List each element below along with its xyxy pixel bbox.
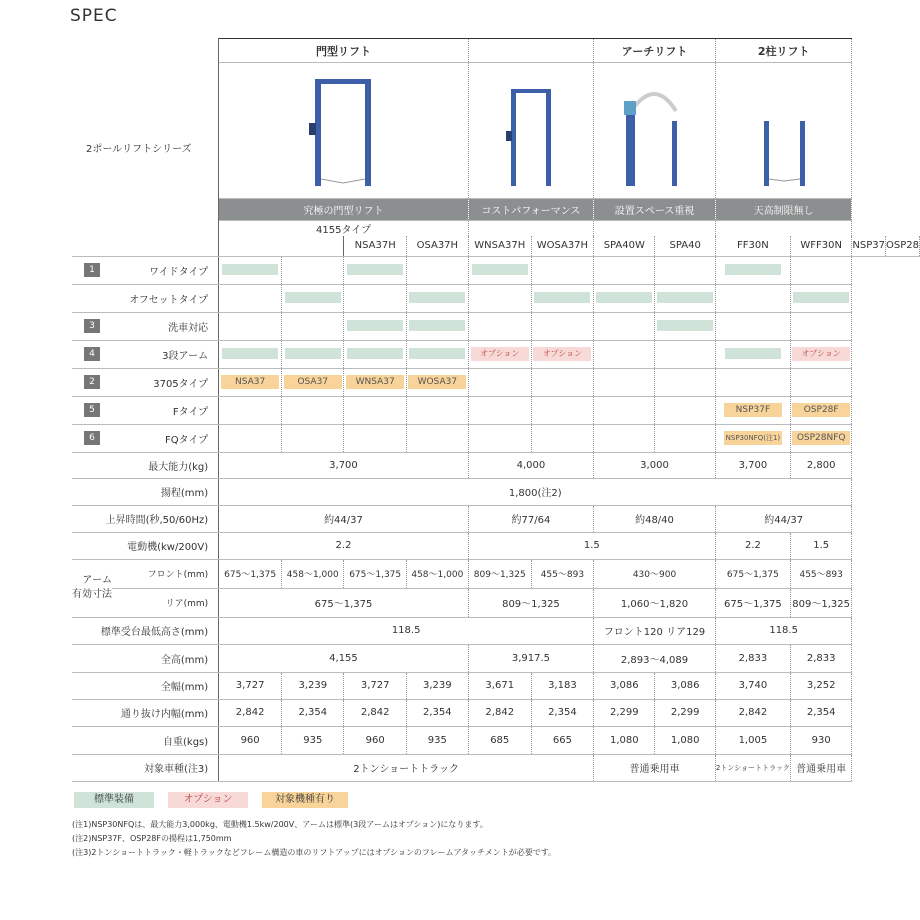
feature-number: 2 <box>84 375 100 389</box>
rear-label: リア(mm) <box>112 588 219 617</box>
front-value: 675～1,375 <box>219 559 282 588</box>
motor-value: 2.2 <box>219 532 469 559</box>
front-value: 455～893 <box>790 559 852 588</box>
feature-cell <box>531 312 593 340</box>
model-tag: OSA37 <box>284 375 342 389</box>
feature-cell <box>531 396 593 424</box>
feature-cell <box>715 368 790 396</box>
feature-cell <box>219 424 282 452</box>
inner-width-value: 2,842 <box>219 699 282 726</box>
standard-mark <box>222 264 278 275</box>
feature-cell <box>282 284 344 312</box>
feature-cell <box>715 340 790 368</box>
feature-cell <box>219 340 282 368</box>
inner-width-value: 2,299 <box>655 699 715 726</box>
feature-cell <box>790 256 852 284</box>
feature-cell <box>219 396 282 424</box>
gate-lift-icon <box>491 71 571 191</box>
band-3: 設置スペース重視 <box>594 199 716 221</box>
weight-value: 935 <box>406 726 468 754</box>
lift-height-label: 揚程(mm) <box>72 478 219 505</box>
total-height-label: 全高(mm) <box>72 644 219 672</box>
lift-time-label: 上昇時間(秒,50/60Hz) <box>72 505 219 532</box>
model-tag: WNSA37 <box>346 375 404 389</box>
feature-label: オフセットタイプ <box>112 284 219 312</box>
spec-table <box>72 38 920 782</box>
subtype-label: 4155タイプ <box>219 221 469 237</box>
feature-cell <box>282 256 344 284</box>
option-tag: オプション <box>471 347 529 361</box>
front-value: 430～900 <box>594 559 716 588</box>
inner-width-value: 2,354 <box>790 699 852 726</box>
total-height-value: 2,833 <box>790 644 852 672</box>
legend-standard: 標準装備 <box>74 792 154 808</box>
feature-cell <box>219 312 282 340</box>
group-two-post: 2柱リフト <box>715 39 852 63</box>
feature-cell <box>219 256 282 284</box>
lift-image-4 <box>715 63 852 199</box>
group-mongata: 門型リフト <box>219 39 469 63</box>
feature-number-cell <box>72 424 112 452</box>
total-height-value: 2,833 <box>715 644 790 672</box>
legend-has-model: 対象機種有り <box>262 792 348 808</box>
standard-mark <box>347 348 403 359</box>
feature-cell <box>655 340 715 368</box>
arm-label-1: アーム <box>82 575 112 586</box>
series-name: 2ポールリフトシリーズ <box>72 39 219 257</box>
model-name: WOSA37H <box>531 236 593 256</box>
standard-mark <box>347 320 403 331</box>
standard-mark <box>409 348 465 359</box>
lift-image-1 <box>219 63 469 199</box>
feature-label: 洗車対応 <box>112 312 219 340</box>
motor-label: 電動機(kw/200V) <box>72 532 219 559</box>
feature-number: 6 <box>84 431 100 445</box>
model-tag: OSP28F <box>792 403 850 417</box>
feature-cell <box>344 396 406 424</box>
total-width-label: 全幅(mm) <box>72 672 219 699</box>
feature-cell <box>655 368 715 396</box>
standard-mark <box>725 348 781 359</box>
feature-cell <box>406 368 468 396</box>
inner-width-value: 2,842 <box>468 699 531 726</box>
model-name: SPA40 <box>655 236 715 256</box>
inner-width-value: 2,842 <box>344 699 406 726</box>
inner-width-value: 2,354 <box>282 699 344 726</box>
feature-cell <box>344 340 406 368</box>
page-title: SPEC <box>70 6 118 26</box>
feature-number-cell <box>72 284 112 312</box>
total-width-value: 3,727 <box>344 672 406 699</box>
feature-cell <box>790 340 852 368</box>
total-height-value: 4,155 <box>219 644 469 672</box>
model-tag: WOSA37 <box>408 375 466 389</box>
weight-value: 960 <box>219 726 282 754</box>
feature-cell <box>531 340 593 368</box>
feature-cell <box>655 396 715 424</box>
feature-number-cell <box>72 340 112 368</box>
front-value: 675～1,375 <box>715 559 790 588</box>
feature-cell <box>655 312 715 340</box>
inner-width-value: 2,842 <box>715 699 790 726</box>
model-name: WFF30N <box>790 236 852 256</box>
note-1: (注1)NSP30NFQは、最大能力3,000kg、電動機1.5kw/200V、アームは標準(3段アームはオプション)になります。 <box>72 820 488 829</box>
feature-cell <box>219 284 282 312</box>
feature-cell <box>790 284 852 312</box>
feature-cell <box>468 284 531 312</box>
arm-label <box>72 559 112 617</box>
feature-cell <box>594 396 655 424</box>
standard-mark <box>657 320 713 331</box>
model-name: WNSA37H <box>468 236 531 256</box>
feature-cell <box>344 424 406 452</box>
total-width-value: 3,183 <box>531 672 593 699</box>
total-width-value: 3,252 <box>790 672 852 699</box>
feature-label: 3段アーム <box>112 340 219 368</box>
weight-value: 935 <box>282 726 344 754</box>
vehicle-value: 2トンショートトラック <box>715 754 790 781</box>
feature-cell <box>655 284 715 312</box>
legend-option: オプション <box>168 792 248 808</box>
feature-cell <box>468 424 531 452</box>
feature-cell <box>790 312 852 340</box>
min-height-value: フロント120 リア129 <box>594 617 716 644</box>
arch-lift-icon <box>614 71 694 191</box>
feature-cell <box>282 340 344 368</box>
feature-cell <box>344 312 406 340</box>
capacity-value: 3,700 <box>219 452 469 478</box>
standard-mark <box>472 264 528 275</box>
option-tag: オプション <box>792 347 850 361</box>
lift-image-3 <box>594 63 716 199</box>
weight-value: 960 <box>344 726 406 754</box>
lift-image-2 <box>468 63 593 199</box>
note-3: (注3)2トンショートトラック・軽トラックなどフレーム構造の車のリフトアップにはオプションのフレームアタッチメントが必要です。 <box>72 848 557 857</box>
model-name: NSA37H <box>344 236 406 256</box>
feature-cell <box>282 396 344 424</box>
vehicle-value: 普通乗用車 <box>594 754 716 781</box>
feature-number-cell <box>72 312 112 340</box>
feature-label: ワイドタイプ <box>112 256 219 284</box>
front-value: 675～1,375 <box>344 559 406 588</box>
feature-cell <box>594 284 655 312</box>
feature-cell <box>406 284 468 312</box>
feature-cell <box>282 424 344 452</box>
feature-cell <box>531 256 593 284</box>
motor-value: 1.5 <box>790 532 852 559</box>
motor-value: 2.2 <box>715 532 790 559</box>
model-name: NSP37 <box>852 236 886 256</box>
feature-cell <box>594 340 655 368</box>
front-label: フロント(mm) <box>112 559 219 588</box>
standard-mark <box>285 292 341 303</box>
feature-number-cell <box>72 256 112 284</box>
capacity-value: 2,800 <box>790 452 852 478</box>
standard-mark <box>347 264 403 275</box>
band-2: コストパフォーマンス <box>468 199 593 221</box>
inner-width-value: 2,354 <box>531 699 593 726</box>
model-tag: NSP30NFQ(注1) <box>724 431 782 445</box>
model-name: OSA37H <box>406 236 468 256</box>
capacity-value: 4,000 <box>468 452 593 478</box>
capacity-value: 3,000 <box>594 452 716 478</box>
weight-label: 自重(kgs) <box>72 726 219 754</box>
feature-cell <box>594 256 655 284</box>
model-tag: NSA37 <box>221 375 279 389</box>
inner-width-label: 通り抜け内幅(mm) <box>72 699 219 726</box>
standard-mark <box>409 292 465 303</box>
band-4: 天高制限無し <box>715 199 852 221</box>
arm-label-2: 有効寸法 <box>72 589 112 600</box>
lift-height-value: 1,800(注2) <box>219 478 852 505</box>
band-1: 究極の門型リフト <box>219 199 469 221</box>
min-height-value: 118.5 <box>219 617 594 644</box>
feature-cell <box>594 424 655 452</box>
weight-value: 1,005 <box>715 726 790 754</box>
feature-cell <box>344 368 406 396</box>
feature-cell <box>790 368 852 396</box>
feature-label: FQタイプ <box>112 424 219 452</box>
feature-cell <box>344 284 406 312</box>
feature-number: 1 <box>84 263 100 277</box>
feature-cell <box>715 256 790 284</box>
front-value: 809～1,325 <box>468 559 531 588</box>
feature-label: Fタイプ <box>112 396 219 424</box>
feature-cell <box>468 396 531 424</box>
total-width-value: 3,086 <box>594 672 655 699</box>
total-height-value: 3,917.5 <box>468 644 593 672</box>
model-name: SPA40W <box>594 236 655 256</box>
feature-cell <box>344 256 406 284</box>
feature-cell <box>406 424 468 452</box>
feature-label: 3705タイプ <box>112 368 219 396</box>
lift-time-value: 約44/37 <box>219 505 469 532</box>
motor-value: 1.5 <box>468 532 715 559</box>
feature-cell <box>594 368 655 396</box>
feature-number-cell <box>72 396 112 424</box>
feature-cell <box>655 256 715 284</box>
feature-cell <box>282 368 344 396</box>
total-width-value: 3,239 <box>282 672 344 699</box>
inner-width-value: 2,354 <box>406 699 468 726</box>
lift-time-value: 約48/40 <box>594 505 716 532</box>
front-value: 455～893 <box>531 559 593 588</box>
feature-cell <box>531 368 593 396</box>
standard-mark <box>725 264 781 275</box>
min-height-label: 標準受台最低高さ(mm) <box>72 617 219 644</box>
note-2: (注2)NSP37F、OSP28Fの揚程は1,750mm <box>72 834 232 843</box>
standard-mark <box>285 348 341 359</box>
total-width-value: 3,671 <box>468 672 531 699</box>
feature-cell <box>468 312 531 340</box>
total-width-value: 3,740 <box>715 672 790 699</box>
feature-cell <box>406 256 468 284</box>
capacity-value: 3,700 <box>715 452 790 478</box>
weight-value: 1,080 <box>594 726 655 754</box>
feature-cell <box>468 256 531 284</box>
weight-value: 685 <box>468 726 531 754</box>
group-mongata-cont <box>468 39 593 63</box>
standard-mark <box>596 292 652 303</box>
feature-cell <box>594 312 655 340</box>
feature-number: 4 <box>84 347 100 361</box>
standard-mark <box>793 292 849 303</box>
feature-cell <box>468 340 531 368</box>
feature-cell <box>406 312 468 340</box>
total-width-value: 3,086 <box>655 672 715 699</box>
group-arch: アーチリフト <box>594 39 716 63</box>
weight-value: 1,080 <box>655 726 715 754</box>
front-value: 458～1,000 <box>282 559 344 588</box>
feature-cell <box>468 368 531 396</box>
total-width-value: 3,727 <box>219 672 282 699</box>
lift-time-value: 約44/37 <box>715 505 852 532</box>
min-height-value: 118.5 <box>715 617 852 644</box>
lift-time-value: 約77/64 <box>468 505 593 532</box>
standard-mark <box>657 292 713 303</box>
feature-cell <box>655 424 715 452</box>
feature-cell <box>715 312 790 340</box>
model-tag: OSP28NFQ <box>792 431 850 445</box>
rear-value: 809～1,325 <box>468 588 593 617</box>
model-name: OSP28 <box>886 236 920 256</box>
model-tag: NSP37F <box>724 403 782 417</box>
two-post-lift-icon <box>744 71 824 191</box>
feature-cell <box>406 396 468 424</box>
standard-mark <box>534 292 590 303</box>
feature-number: 3 <box>84 319 100 333</box>
rear-value: 809～1,325 <box>790 588 852 617</box>
feature-cell <box>406 340 468 368</box>
feature-cell <box>531 284 593 312</box>
option-tag: オプション <box>533 347 591 361</box>
vehicle-value: 2トンショートトラック <box>219 754 594 781</box>
vehicle-label: 対象車種(注3) <box>72 754 219 781</box>
feature-cell <box>790 424 852 452</box>
feature-cell <box>715 424 790 452</box>
feature-cell <box>531 424 593 452</box>
front-value: 458～1,000 <box>406 559 468 588</box>
vehicle-value: 普通乗用車 <box>790 754 852 781</box>
rear-value: 675～1,375 <box>219 588 469 617</box>
feature-cell <box>282 312 344 340</box>
feature-number-cell <box>72 368 112 396</box>
standard-mark <box>222 348 278 359</box>
feature-number: 5 <box>84 403 100 417</box>
weight-value: 930 <box>790 726 852 754</box>
feature-cell <box>219 368 282 396</box>
feature-cell <box>790 396 852 424</box>
total-width-value: 3,239 <box>406 672 468 699</box>
inner-width-value: 2,299 <box>594 699 655 726</box>
rear-value: 1,060～1,820 <box>594 588 716 617</box>
capacity-label: 最大能力(kg) <box>72 452 219 478</box>
feature-cell <box>715 396 790 424</box>
weight-value: 665 <box>531 726 593 754</box>
model-name: FF30N <box>715 236 790 256</box>
gate-lift-icon <box>303 71 383 191</box>
feature-cell <box>715 284 790 312</box>
notes <box>72 818 556 860</box>
model-label <box>219 236 344 256</box>
standard-mark <box>409 320 465 331</box>
rear-value: 675～1,375 <box>715 588 790 617</box>
total-height-value: 2,893～4,089 <box>594 644 716 672</box>
